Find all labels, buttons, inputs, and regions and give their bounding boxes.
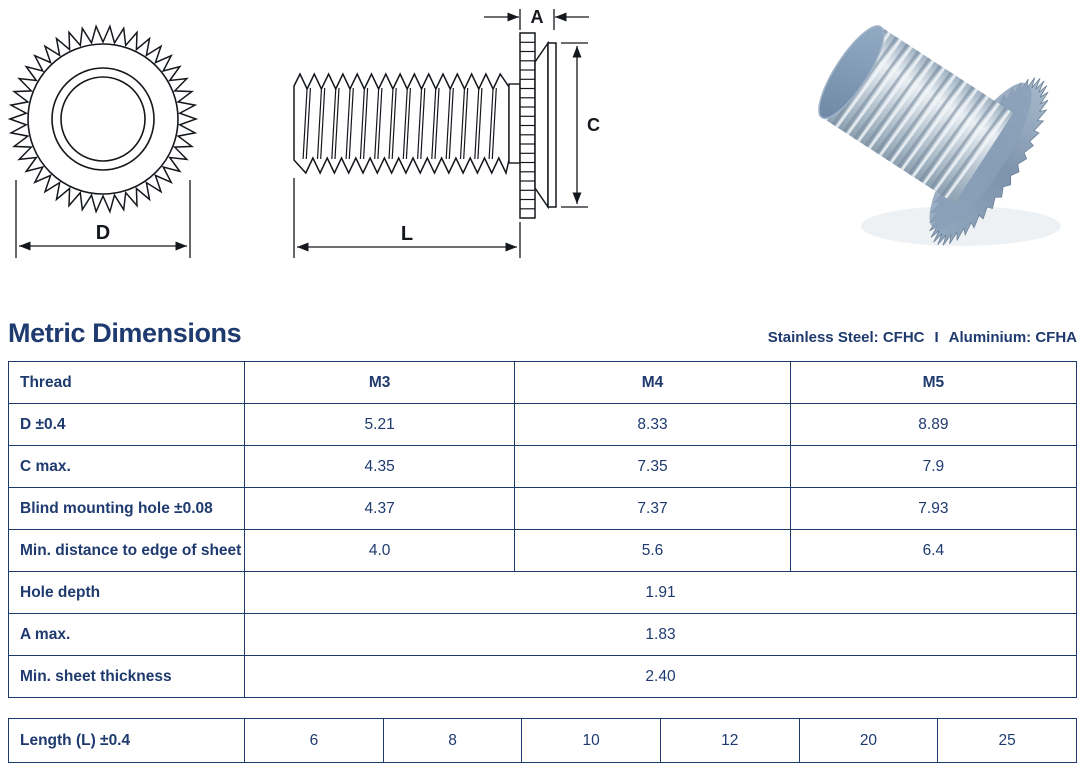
table-row-c-max [9,446,1077,488]
value-cell: 7.93 [790,488,1076,530]
row-label: Hole depth [9,572,245,614]
row-label: D ±0.4 [9,404,245,446]
value-cell-span: 2.40 [245,656,1077,698]
dimension-L-label: L [400,223,414,245]
table-row-length [9,719,1077,763]
table-row-d [9,404,1077,446]
value-cell: 5.6 [515,530,791,572]
row-label: Min. sheet thickness [9,656,245,698]
col-header-m5: M5 [790,362,1076,404]
front-view-drawing [8,0,223,262]
length-value: 12 [660,719,799,763]
head-cone [535,43,548,207]
col-header-m3: M3 [245,362,515,404]
dimension-C [561,43,588,207]
value-cell: 4.37 [245,488,515,530]
value-cell: 7.9 [790,446,1076,488]
metric-dimensions-table [8,361,1077,698]
value-cell-span: 1.91 [245,572,1077,614]
product-photo [786,0,1085,258]
table-row-edge-distance [9,530,1077,572]
figures-row [8,0,1077,262]
length-value: 20 [799,719,938,763]
table-row-a-max [9,614,1077,656]
row-label: Length (L) ±0.4 [9,719,245,763]
dimension-A-label: A [530,7,544,27]
row-label: Min. distance to edge of sheet [9,530,245,572]
dimension-L [294,178,520,258]
col-header-m4: M4 [515,362,791,404]
value-cell: 7.35 [515,446,791,488]
table-row-thread [9,362,1077,404]
row-label: Thread [9,362,245,404]
value-cell: 4.35 [245,446,515,488]
row-label: Blind mounting hole ±0.08 [9,488,245,530]
page-title: Metric Dimensions [8,318,242,348]
table-row-blind-hole [9,488,1077,530]
shank-collar [509,84,520,163]
table-row-hole-depth [9,572,1077,614]
material-part-codes [768,329,1077,348]
value-cell: 5.21 [245,404,515,446]
row-label: A max. [9,614,245,656]
length-value: 10 [522,719,661,763]
dimension-D-label: D [95,222,111,244]
value-cell: 4.0 [245,530,515,572]
value-cell: 6.4 [790,530,1076,572]
material-stainless: Stainless Steel: CFHC [767,329,925,346]
length-table [8,718,1077,763]
value-cell: 8.33 [515,404,791,446]
value-cell-span: 1.83 [245,614,1077,656]
material-aluminium: Aluminium: CFHA [948,329,1077,346]
length-value: 25 [938,719,1077,763]
length-value: 8 [383,719,522,763]
table-row-sheet-thickness [9,656,1077,698]
materials-separator: I [934,329,939,346]
length-value: 6 [245,719,384,763]
value-cell: 7.37 [515,488,791,530]
value-cell: 8.89 [790,404,1076,446]
side-view-drawing [276,0,611,262]
row-label: C max. [9,446,245,488]
head-outline-circle [28,44,178,194]
dimension-C-label: C [587,115,600,135]
section-heading-row [8,318,1077,348]
head-face [548,43,556,207]
